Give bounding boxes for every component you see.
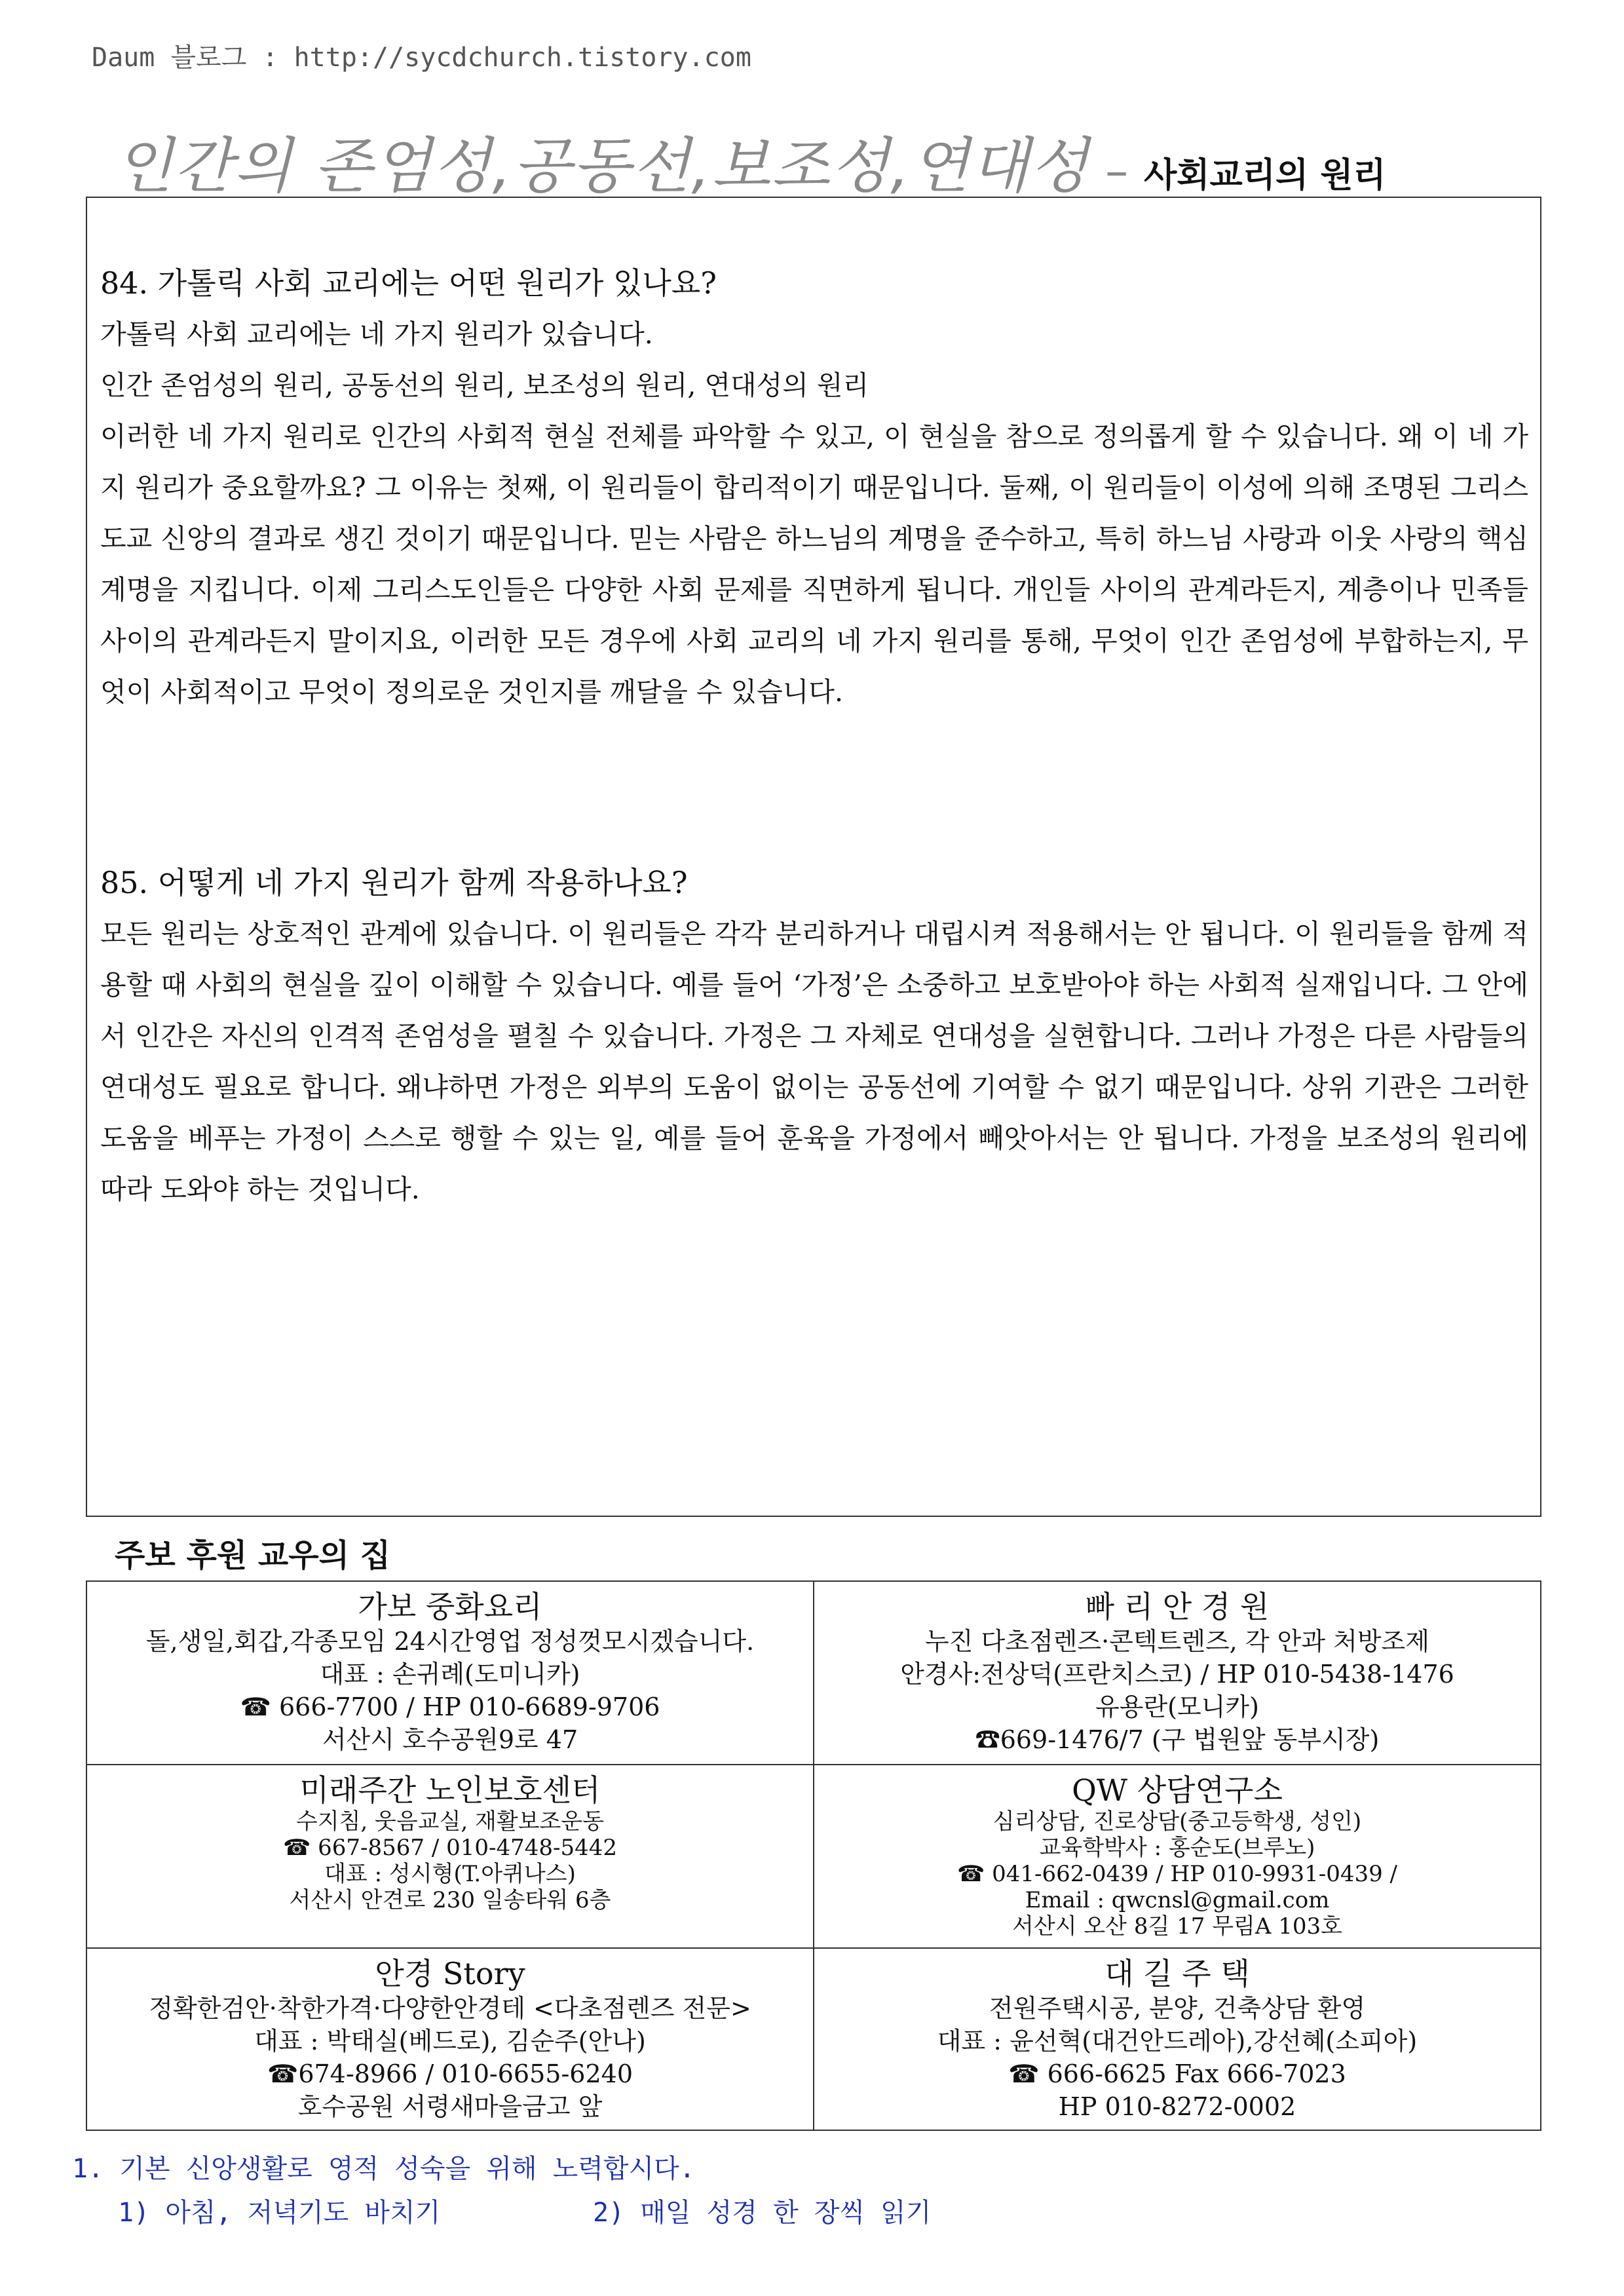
title-subtitle: 사회교리의 원리 — [1144, 156, 1386, 195]
question-84-body: 이러한 네 가지 원리로 인간의 사회적 현실 전체를 파악할 수 있고, 이 현실을 참으로 정의롭게 할 수 있습니다. 왜 이 네 가지 원리가 중요할까요? 그 이유는 첫째, 이 원리들이 합리적이기 때문입니다. 둘째, 이 원리들이 이성에 의해 조명된 그리스도교 신앙의 결과로 생긴 것이기 때문입니다. 믿는 사람은 하느님의 계명을 준수하고, 특히 하느님 사랑과 이웃 사랑의 핵심 계명을 지킵니다. 이제 그리스도인들은 다양한 사회 문제를 직면하게 됩니다. 개인들 사이의 관계라든지, 계층이나 민족들 사이의 관계라든지 말이지요, 이러한 모든 경우에 사회 교리의 네 가지 원리를 통해, 무엇이 인간 존엄성에 부합하는지, 무엇이 사회적이고 무엇이 정의로운 것인지를 깨달을 수 있습니다. — [100, 421, 1528, 708]
sponsor-name: 안경 Story — [375, 1956, 525, 1991]
sponsor-line: 수지침, 웃음교실, 재활보조운동 — [295, 1808, 605, 1835]
sponsor-line: ☎ 041-662-0439 / HP 010-9931-0439 / — [956, 1861, 1398, 1887]
sponsor-line: 호수공원 서령새마을금고 앞 — [297, 2092, 603, 2121]
sponsor-line: 심리상담, 진로상담(중고등학생, 성인) — [992, 1808, 1362, 1835]
content-box — [86, 197, 1541, 1517]
sponsor-cell — [814, 1581, 1541, 1765]
sponsor-line: 누진 다초점렌즈·콘텍트렌즈, 각 안과 처방조제 — [925, 1627, 1429, 1656]
sponsor-cell — [814, 1765, 1541, 1948]
footer-item-prayer: 1) 아침, 저녁기도 바치기 — [118, 2198, 441, 2228]
question-85 — [100, 860, 1528, 1215]
sponsor-line: 안경사:전상덕(프란치스코) / HP 010-5438-1476 — [900, 1660, 1454, 1689]
sponsor-line: 정확한검안·착한가격·다양한안경테 <다초점렌즈 전문> — [149, 1994, 751, 2023]
sponsor-line: 서산시 오산 8길 17 무림A 103호 — [1012, 1913, 1342, 1940]
sponsor-line: 대표 : 박태실(베드로), 김순주(안나) — [254, 2027, 646, 2056]
question-84-line-1: 가톨릭 사회 교리에는 네 가지 원리가 있습니다. — [100, 318, 653, 350]
sponsor-cell — [86, 1948, 814, 2130]
sponsor-line: ☎ 666-6625 Fax 666-7023 — [1008, 2059, 1346, 2088]
sponsor-line: 대표 : 손귀례(도미니카) — [320, 1660, 580, 1689]
sponsor-line: 대표 : 윤선혁(대건안드레아),강선혜(소피아) — [937, 2027, 1418, 2056]
sponsor-line: ☎669-1476/7 (구 법원앞 동부시장) — [975, 1725, 1380, 1754]
sponsor-line: 서산시 호수공원9로 47 — [322, 1725, 578, 1754]
sponsors-table — [86, 1580, 1541, 2131]
footer-resolution: 1. 기본 신앙생활로 영적 성숙을 위해 노력합시다. — [72, 2154, 695, 2184]
sponsor-name: QW 상담연구소 — [1072, 1772, 1283, 1808]
sponsor-name: 가보 중화요리 — [358, 1589, 542, 1624]
blog-source: Daum 블로그 : http://sycdchurch.tistory.com — [92, 43, 751, 73]
question-84 — [100, 260, 1528, 718]
sponsor-line: HP 010-8272-0002 — [1058, 2092, 1296, 2121]
sponsors-heading: 주보 후원 교우의 집 — [115, 1537, 391, 1574]
sponsor-line: ☎674-8966 / 010-6655-6240 — [267, 2059, 633, 2088]
page-title — [115, 118, 1386, 204]
sponsor-line: 교육학박사 : 홍순도(브루노) — [1039, 1835, 1315, 1861]
sponsor-name: 미래주간 노인보호센터 — [299, 1772, 601, 1808]
sponsor-cell — [814, 1948, 1541, 2130]
sponsor-line: 서산시 안견로 230 일송타워 6층 — [289, 1887, 611, 1913]
sponsor-line: 대표 : 성시형(T.아퀴나스) — [324, 1861, 576, 1887]
footer-item-bible: 2) 매일 성경 한 장씩 읽기 — [593, 2198, 932, 2228]
question-84-heading: 84. 가톨릭 사회 교리에는 어떤 원리가 있나요? — [100, 265, 717, 301]
question-85-body: 모든 원리는 상호적인 관계에 있습니다. 이 원리들은 각각 분리하거나 대립시켜 적용해서는 안 됩니다. 이 원리들을 함께 적용할 때 사회의 현실을 깊이 이해할 수 있습니다. 예를 들어 ‘가정’은 소중하고 보호받아야 하는 사회적 실재입니다. 그 안에서 인간은 자신의 인격적 존엄성을 펼칠 수 있습니다. 가정은 그 자체로 연대성을 실현합니다. 그러나 가정은 다른 사람들의 연대성도 필요로 합니다. 왜냐하면 가정은 외부의 도움이 없이는 공동선에 기여할 수 없기 때문입니다. 상위 기관은 그러한 도움을 베푸는 가정이 스스로 행할 수 있는 일, 예를 들어 훈육을 가정에서 빼앗아서는 안 됩니다. 가정을 보조성의 원리에 따라 도와야 하는 것입니다. — [100, 918, 1528, 1205]
question-85-heading: 85. 어떻게 네 가지 원리가 함께 작용하나요? — [100, 865, 688, 900]
sponsor-name: 대 길 주 택 — [1105, 1956, 1250, 1991]
sponsor-line: Email : qwcnsl@gmail.com — [1025, 1887, 1330, 1913]
sponsor-line: 유용란(모니카) — [1095, 1693, 1259, 1721]
sponsor-cell — [86, 1581, 814, 1765]
sponsor-name: 빠 리 안 경 원 — [1085, 1589, 1270, 1624]
sponsor-line: ☎ 667-8567 / 010-4748-5442 — [282, 1835, 618, 1861]
question-84-line-2: 인간 존엄성의 원리, 공동선의 원리, 보조성의 원리, 연대성의 원리 — [100, 370, 869, 401]
title-main: 인간의 존엄성,공동선,보조성,연대성 — [115, 131, 1090, 201]
sponsor-line: ☎ 666-7700 / HP 010-6689-9706 — [240, 1693, 660, 1721]
sponsor-line: 돌,생일,회갑,각종모임 24시간영업 정성껏모시겠습니다. — [145, 1627, 755, 1656]
title-dash: – — [1105, 144, 1129, 198]
sponsor-cell — [86, 1765, 814, 1948]
sponsor-line: 전원주택시공, 분양, 건축상담 환영 — [989, 1994, 1366, 2023]
